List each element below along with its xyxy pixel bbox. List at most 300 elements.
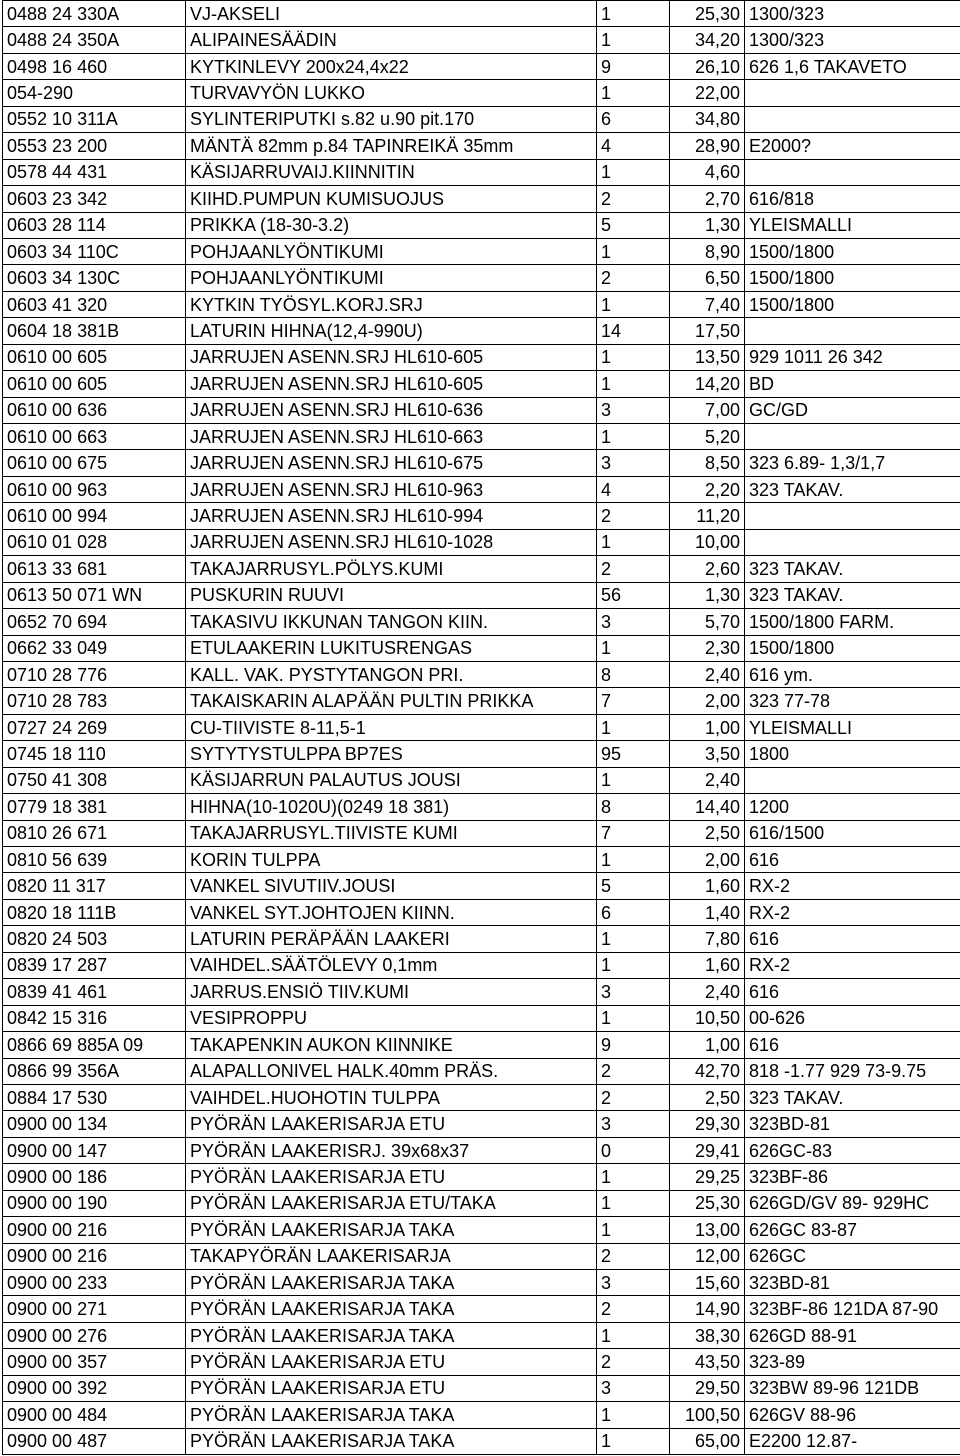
part-number-cell: 0610 00 605 (3, 371, 186, 397)
quantity-cell: 1 (597, 926, 670, 952)
quantity-cell: 3 (597, 609, 670, 635)
table-row (3, 847, 960, 873)
table-row (3, 397, 960, 423)
table-row (3, 1402, 960, 1428)
table-row (3, 1032, 960, 1058)
table-row (3, 53, 960, 79)
quantity-cell: 2 (597, 1058, 670, 1084)
part-number-cell: 0866 69 885A 09 (3, 1032, 186, 1058)
price-cell: 8,50 (670, 450, 745, 476)
note-cell: 323 TAKAV. (745, 476, 960, 502)
part-number-cell: 0820 11 317 (3, 873, 186, 899)
note-cell: 323BF-86 (745, 1164, 960, 1190)
table-row (3, 450, 960, 476)
table-row (3, 265, 960, 291)
part-number-cell: 0610 00 675 (3, 450, 186, 476)
quantity-cell: 1 (597, 1, 670, 27)
part-number-cell: 0900 00 186 (3, 1164, 186, 1190)
description-cell: VANKEL SIVUTIIV.JOUSI (186, 873, 597, 899)
table-row (3, 1270, 960, 1296)
part-number-cell: 0900 00 233 (3, 1270, 186, 1296)
note-cell: 1500/1800 (745, 238, 960, 264)
table-row (3, 794, 960, 820)
note-cell: 323BD-81 (745, 1111, 960, 1137)
part-number-cell: 0820 18 111B (3, 899, 186, 925)
part-number-cell: 0745 18 110 (3, 741, 186, 767)
table-row (3, 741, 960, 767)
description-cell: VAIHDEL.HUOHOTIN TULPPA (186, 1084, 597, 1110)
description-cell: KÄSIJARRUN PALAUTUS JOUSI (186, 767, 597, 793)
part-number-cell: 0604 18 381B (3, 318, 186, 344)
part-number-cell: 0610 01 028 (3, 529, 186, 555)
table-row (3, 1322, 960, 1348)
price-cell: 29,30 (670, 1111, 745, 1137)
description-cell: JARRUJEN ASENN.SRJ HL610-675 (186, 450, 597, 476)
note-cell (745, 424, 960, 450)
quantity-cell: 56 (597, 582, 670, 608)
table-row (3, 159, 960, 185)
price-cell: 2,50 (670, 820, 745, 846)
table-row (3, 767, 960, 793)
table-row (3, 1164, 960, 1190)
table-row (3, 291, 960, 317)
note-cell: 616 (745, 926, 960, 952)
part-number-cell: 0900 00 147 (3, 1137, 186, 1163)
price-cell: 5,70 (670, 609, 745, 635)
note-cell: 00-626 (745, 1005, 960, 1031)
description-cell: ALAPALLONIVEL HALK.40mm PRÄS. (186, 1058, 597, 1084)
quantity-cell: 1 (597, 424, 670, 450)
description-cell: PYÖRÄN LAAKERISARJA TAKA (186, 1296, 597, 1322)
note-cell: GC/GD (745, 397, 960, 423)
price-cell: 12,00 (670, 1243, 745, 1269)
quantity-cell: 8 (597, 794, 670, 820)
price-cell: 7,40 (670, 291, 745, 317)
part-number-cell: 0652 70 694 (3, 609, 186, 635)
description-cell: JARRUJEN ASENN.SRJ HL610-994 (186, 503, 597, 529)
price-cell: 1,40 (670, 899, 745, 925)
note-cell: 323 TAKAV. (745, 556, 960, 582)
quantity-cell: 4 (597, 476, 670, 502)
part-number-cell: 0727 24 269 (3, 714, 186, 740)
quantity-cell: 2 (597, 1084, 670, 1110)
quantity-cell: 1 (597, 291, 670, 317)
description-cell: HIHNA(10-1020U)(0249 18 381) (186, 794, 597, 820)
description-cell: VJ-AKSELI (186, 1, 597, 27)
quantity-cell: 1 (597, 952, 670, 978)
note-cell: 626GD 88-91 (745, 1322, 960, 1348)
part-number-cell: 0710 28 776 (3, 661, 186, 687)
description-cell: PYÖRÄN LAAKERISARJA TAKA (186, 1428, 597, 1454)
price-cell: 5,20 (670, 424, 745, 450)
quantity-cell: 1 (597, 80, 670, 106)
quantity-cell: 3 (597, 1375, 670, 1401)
note-cell: 323 6.89- 1,3/1,7 (745, 450, 960, 476)
price-cell: 7,00 (670, 397, 745, 423)
price-cell: 1,00 (670, 714, 745, 740)
note-cell: YLEISMALLI (745, 212, 960, 238)
quantity-cell: 6 (597, 899, 670, 925)
price-cell: 14,90 (670, 1296, 745, 1322)
description-cell: SYTYTYSTULPPA BP7ES (186, 741, 597, 767)
description-cell: JARRUS.ENSIÖ TIIV.KUMI (186, 979, 597, 1005)
part-number-cell: 0866 99 356A (3, 1058, 186, 1084)
part-number-cell: 0810 56 639 (3, 847, 186, 873)
table-row (3, 1217, 960, 1243)
part-number-cell: 0900 00 487 (3, 1428, 186, 1454)
description-cell: JARRUJEN ASENN.SRJ HL610-605 (186, 344, 597, 370)
price-cell: 13,00 (670, 1217, 745, 1243)
description-cell: PYÖRÄN LAAKERISARJA ETU (186, 1375, 597, 1401)
note-cell: 929 1011 26 342 (745, 344, 960, 370)
price-cell: 2,70 (670, 186, 745, 212)
price-cell: 15,60 (670, 1270, 745, 1296)
note-cell: 323 TAKAV. (745, 582, 960, 608)
note-cell: 323BD-81 (745, 1270, 960, 1296)
table-row (3, 556, 960, 582)
description-cell: TAKAJARRUSYL.PÖLYS.KUMI (186, 556, 597, 582)
note-cell: 626GC (745, 1243, 960, 1269)
part-number-cell: 0810 26 671 (3, 820, 186, 846)
table-row (3, 873, 960, 899)
part-number-cell: 0900 00 357 (3, 1349, 186, 1375)
description-cell: VESIPROPPU (186, 1005, 597, 1031)
price-cell: 100,50 (670, 1402, 745, 1428)
quantity-cell: 1 (597, 1402, 670, 1428)
price-cell: 1,60 (670, 873, 745, 899)
part-number-cell: 0578 44 431 (3, 159, 186, 185)
table-row (3, 1428, 960, 1454)
quantity-cell: 5 (597, 873, 670, 899)
price-cell: 42,70 (670, 1058, 745, 1084)
table-row (3, 529, 960, 555)
note-cell: E2000? (745, 133, 960, 159)
table-row (3, 899, 960, 925)
table-row (3, 476, 960, 502)
quantity-cell: 2 (597, 556, 670, 582)
part-number-cell: 0842 15 316 (3, 1005, 186, 1031)
quantity-cell: 14 (597, 318, 670, 344)
note-cell: 616 (745, 1032, 960, 1058)
description-cell: JARRUJEN ASENN.SRJ HL610-663 (186, 424, 597, 450)
quantity-cell: 2 (597, 1349, 670, 1375)
price-cell: 65,00 (670, 1428, 745, 1454)
description-cell: PRIKKA (18-30-3.2) (186, 212, 597, 238)
note-cell: 626 1,6 TAKAVETO (745, 53, 960, 79)
table-row (3, 318, 960, 344)
part-number-cell: 0839 17 287 (3, 952, 186, 978)
part-number-cell: 0552 10 311A (3, 106, 186, 132)
part-number-cell: 0900 00 216 (3, 1217, 186, 1243)
price-cell: 14,20 (670, 371, 745, 397)
part-number-cell: 0900 00 190 (3, 1190, 186, 1216)
part-number-cell: 0610 00 994 (3, 503, 186, 529)
part-number-cell: 0613 33 681 (3, 556, 186, 582)
price-cell: 1,60 (670, 952, 745, 978)
quantity-cell: 1 (597, 767, 670, 793)
description-cell: TAKAISKARIN ALAPÄÄN PULTIN PRIKKA (186, 688, 597, 714)
price-cell: 8,90 (670, 238, 745, 264)
quantity-cell: 1 (597, 159, 670, 185)
quantity-cell: 1 (597, 847, 670, 873)
description-cell: PYÖRÄN LAAKERISARJA TAKA (186, 1217, 597, 1243)
table-row (3, 80, 960, 106)
price-cell: 1,30 (670, 582, 745, 608)
note-cell (745, 106, 960, 132)
part-number-cell: 0610 00 963 (3, 476, 186, 502)
table-row (3, 212, 960, 238)
description-cell: KYTKINLEVY 200x24,4x22 (186, 53, 597, 79)
part-number-cell: 0603 41 320 (3, 291, 186, 317)
price-cell: 1,30 (670, 212, 745, 238)
note-cell: 323BF-86 121DA 87-90 (745, 1296, 960, 1322)
table-row (3, 238, 960, 264)
note-cell: 1500/1800 FARM. (745, 609, 960, 635)
quantity-cell: 1 (597, 1322, 670, 1348)
description-cell: TURVAVYÖN LUKKO (186, 80, 597, 106)
note-cell (745, 318, 960, 344)
note-cell: 818 -1.77 929 73-9.75 (745, 1058, 960, 1084)
note-cell: E2200 12.87- (745, 1428, 960, 1454)
price-cell: 4,60 (670, 159, 745, 185)
description-cell: KIIHD.PUMPUN KUMISUOJUS (186, 186, 597, 212)
table-row (3, 1190, 960, 1216)
note-cell (745, 159, 960, 185)
note-cell (745, 529, 960, 555)
quantity-cell: 9 (597, 1032, 670, 1058)
price-cell: 10,00 (670, 529, 745, 555)
description-cell: JARRUJEN ASENN.SRJ HL610-636 (186, 397, 597, 423)
table-row (3, 1111, 960, 1137)
part-number-cell: 0610 00 605 (3, 344, 186, 370)
description-cell: LATURIN HIHNA(12,4-990U) (186, 318, 597, 344)
part-number-cell: 0603 28 114 (3, 212, 186, 238)
description-cell: ALIPAINESÄÄDIN (186, 27, 597, 53)
note-cell: 616/818 (745, 186, 960, 212)
price-cell: 2,60 (670, 556, 745, 582)
table-row (3, 661, 960, 687)
quantity-cell: 5 (597, 212, 670, 238)
note-cell (745, 80, 960, 106)
description-cell: TAKAJARRUSYL.TIIVISTE KUMI (186, 820, 597, 846)
price-cell: 2,20 (670, 476, 745, 502)
part-number-cell: 0900 00 271 (3, 1296, 186, 1322)
description-cell: TAKAPYÖRÄN LAAKERISARJA (186, 1243, 597, 1269)
price-cell: 2,50 (670, 1084, 745, 1110)
part-number-cell: 0900 00 134 (3, 1111, 186, 1137)
part-number-cell: 0610 00 663 (3, 424, 186, 450)
price-cell: 34,80 (670, 106, 745, 132)
description-cell: JARRUJEN ASENN.SRJ HL610-605 (186, 371, 597, 397)
note-cell: 1300/323 (745, 27, 960, 53)
note-cell: YLEISMALLI (745, 714, 960, 740)
price-cell: 6,50 (670, 265, 745, 291)
note-cell: 626GC 83-87 (745, 1217, 960, 1243)
table-row (3, 106, 960, 132)
quantity-cell: 1 (597, 344, 670, 370)
table-row (3, 1084, 960, 1110)
price-cell: 2,40 (670, 767, 745, 793)
price-cell: 17,50 (670, 318, 745, 344)
quantity-cell: 1 (597, 1164, 670, 1190)
price-cell: 29,41 (670, 1137, 745, 1163)
description-cell: PYÖRÄN LAAKERISARJA ETU (186, 1111, 597, 1137)
note-cell: 323-89 (745, 1349, 960, 1375)
part-number-cell: 0610 00 636 (3, 397, 186, 423)
table-row (3, 609, 960, 635)
quantity-cell: 0 (597, 1137, 670, 1163)
price-cell: 25,30 (670, 1, 745, 27)
part-number-cell: 0488 24 330A (3, 1, 186, 27)
note-cell: RX-2 (745, 952, 960, 978)
part-number-cell: 0613 50 071 WN (3, 582, 186, 608)
part-number-cell: 054-290 (3, 80, 186, 106)
table-row (3, 133, 960, 159)
quantity-cell: 1 (597, 714, 670, 740)
quantity-cell: 2 (597, 503, 670, 529)
note-cell: 1800 (745, 741, 960, 767)
quantity-cell: 7 (597, 688, 670, 714)
description-cell: PYÖRÄN LAAKERISARJA ETU (186, 1164, 597, 1190)
description-cell: LATURIN PERÄPÄÄN LAAKERI (186, 926, 597, 952)
quantity-cell: 1 (597, 1190, 670, 1216)
quantity-cell: 1 (597, 529, 670, 555)
price-cell: 2,40 (670, 979, 745, 1005)
price-cell: 2,00 (670, 688, 745, 714)
part-number-cell: 0603 23 342 (3, 186, 186, 212)
quantity-cell: 1 (597, 1428, 670, 1454)
quantity-cell: 1 (597, 371, 670, 397)
quantity-cell: 3 (597, 979, 670, 1005)
table-row (3, 27, 960, 53)
description-cell: SYLINTERIPUTKI s.82 u.90 pit.170 (186, 106, 597, 132)
quantity-cell: 3 (597, 397, 670, 423)
parts-table-body (3, 1, 960, 1455)
price-cell: 2,40 (670, 661, 745, 687)
price-cell: 29,50 (670, 1375, 745, 1401)
quantity-cell: 2 (597, 186, 670, 212)
description-cell: KYTKIN TYÖSYL.KORJ.SRJ (186, 291, 597, 317)
price-cell: 2,00 (670, 847, 745, 873)
description-cell: PYÖRÄN LAAKERISRJ. 39x68x37 (186, 1137, 597, 1163)
quantity-cell: 2 (597, 1296, 670, 1322)
table-row (3, 952, 960, 978)
note-cell: 616 (745, 847, 960, 873)
description-cell: KALL. VAK. PYSTYTANGON PRI. (186, 661, 597, 687)
price-cell: 14,40 (670, 794, 745, 820)
table-row (3, 979, 960, 1005)
note-cell: BD (745, 371, 960, 397)
description-cell: PYÖRÄN LAAKERISARJA ETU/TAKA (186, 1190, 597, 1216)
part-number-cell: 0488 24 350A (3, 27, 186, 53)
note-cell: 616 ym. (745, 661, 960, 687)
note-cell: 616 (745, 979, 960, 1005)
table-row (3, 688, 960, 714)
quantity-cell: 1 (597, 1217, 670, 1243)
table-row (3, 820, 960, 846)
table-row (3, 1375, 960, 1401)
part-number-cell: 0900 00 392 (3, 1375, 186, 1401)
note-cell: 323BW 89-96 121DB (745, 1375, 960, 1401)
note-cell: 626GC-83 (745, 1137, 960, 1163)
table-row (3, 503, 960, 529)
part-number-cell: 0750 41 308 (3, 767, 186, 793)
part-number-cell: 0900 00 216 (3, 1243, 186, 1269)
price-cell: 13,50 (670, 344, 745, 370)
quantity-cell: 2 (597, 1243, 670, 1269)
note-cell (745, 503, 960, 529)
description-cell: KÄSIJARRUVAIJ.KIINNITIN (186, 159, 597, 185)
quantity-cell: 95 (597, 741, 670, 767)
part-number-cell: 0820 24 503 (3, 926, 186, 952)
part-number-cell: 0779 18 381 (3, 794, 186, 820)
table-row (3, 424, 960, 450)
price-cell: 43,50 (670, 1349, 745, 1375)
quantity-cell: 1 (597, 238, 670, 264)
quantity-cell: 3 (597, 1270, 670, 1296)
table-row (3, 344, 960, 370)
note-cell: 1200 (745, 794, 960, 820)
quantity-cell: 8 (597, 661, 670, 687)
price-cell: 28,90 (670, 133, 745, 159)
quantity-cell: 3 (597, 450, 670, 476)
description-cell: PUSKURIN RUUVI (186, 582, 597, 608)
table-row (3, 1058, 960, 1084)
description-cell: PYÖRÄN LAAKERISARJA TAKA (186, 1402, 597, 1428)
table-row (3, 1137, 960, 1163)
description-cell: VANKEL SYT.JOHTOJEN KIINN. (186, 899, 597, 925)
description-cell: PYÖRÄN LAAKERISARJA TAKA (186, 1322, 597, 1348)
description-cell: JARRUJEN ASENN.SRJ HL610-963 (186, 476, 597, 502)
price-cell: 22,00 (670, 80, 745, 106)
table-row (3, 1243, 960, 1269)
table-row (3, 714, 960, 740)
price-cell: 2,30 (670, 635, 745, 661)
description-cell: ETULAAKERIN LUKITUSRENGAS (186, 635, 597, 661)
quantity-cell: 7 (597, 820, 670, 846)
note-cell (745, 767, 960, 793)
note-cell: 626GV 88-96 (745, 1402, 960, 1428)
description-cell: PYÖRÄN LAAKERISARJA ETU (186, 1349, 597, 1375)
quantity-cell: 9 (597, 53, 670, 79)
part-number-cell: 0662 33 049 (3, 635, 186, 661)
price-cell: 34,20 (670, 27, 745, 53)
description-cell: JARRUJEN ASENN.SRJ HL610-1028 (186, 529, 597, 555)
table-row (3, 1296, 960, 1322)
description-cell: POHJAANLYÖNTIKUMI (186, 265, 597, 291)
description-cell: VAIHDEL.SÄÄTÖLEVY 0,1mm (186, 952, 597, 978)
note-cell: 1500/1800 (745, 291, 960, 317)
description-cell: TAKASIVU IKKUNAN TANGON KIIN. (186, 609, 597, 635)
part-number-cell: 0498 16 460 (3, 53, 186, 79)
price-cell: 38,30 (670, 1322, 745, 1348)
description-cell: PYÖRÄN LAAKERISARJA TAKA (186, 1270, 597, 1296)
note-cell: RX-2 (745, 899, 960, 925)
price-cell: 10,50 (670, 1005, 745, 1031)
note-cell: 323 77-78 (745, 688, 960, 714)
quantity-cell: 1 (597, 27, 670, 53)
parts-table (2, 0, 960, 1455)
quantity-cell: 3 (597, 1111, 670, 1137)
table-row (3, 1005, 960, 1031)
part-number-cell: 0900 00 276 (3, 1322, 186, 1348)
note-cell: 616/1500 (745, 820, 960, 846)
price-cell: 25,30 (670, 1190, 745, 1216)
note-cell: 323 TAKAV. (745, 1084, 960, 1110)
part-number-cell: 0839 41 461 (3, 979, 186, 1005)
price-cell: 1,00 (670, 1032, 745, 1058)
part-number-cell: 0900 00 484 (3, 1402, 186, 1428)
